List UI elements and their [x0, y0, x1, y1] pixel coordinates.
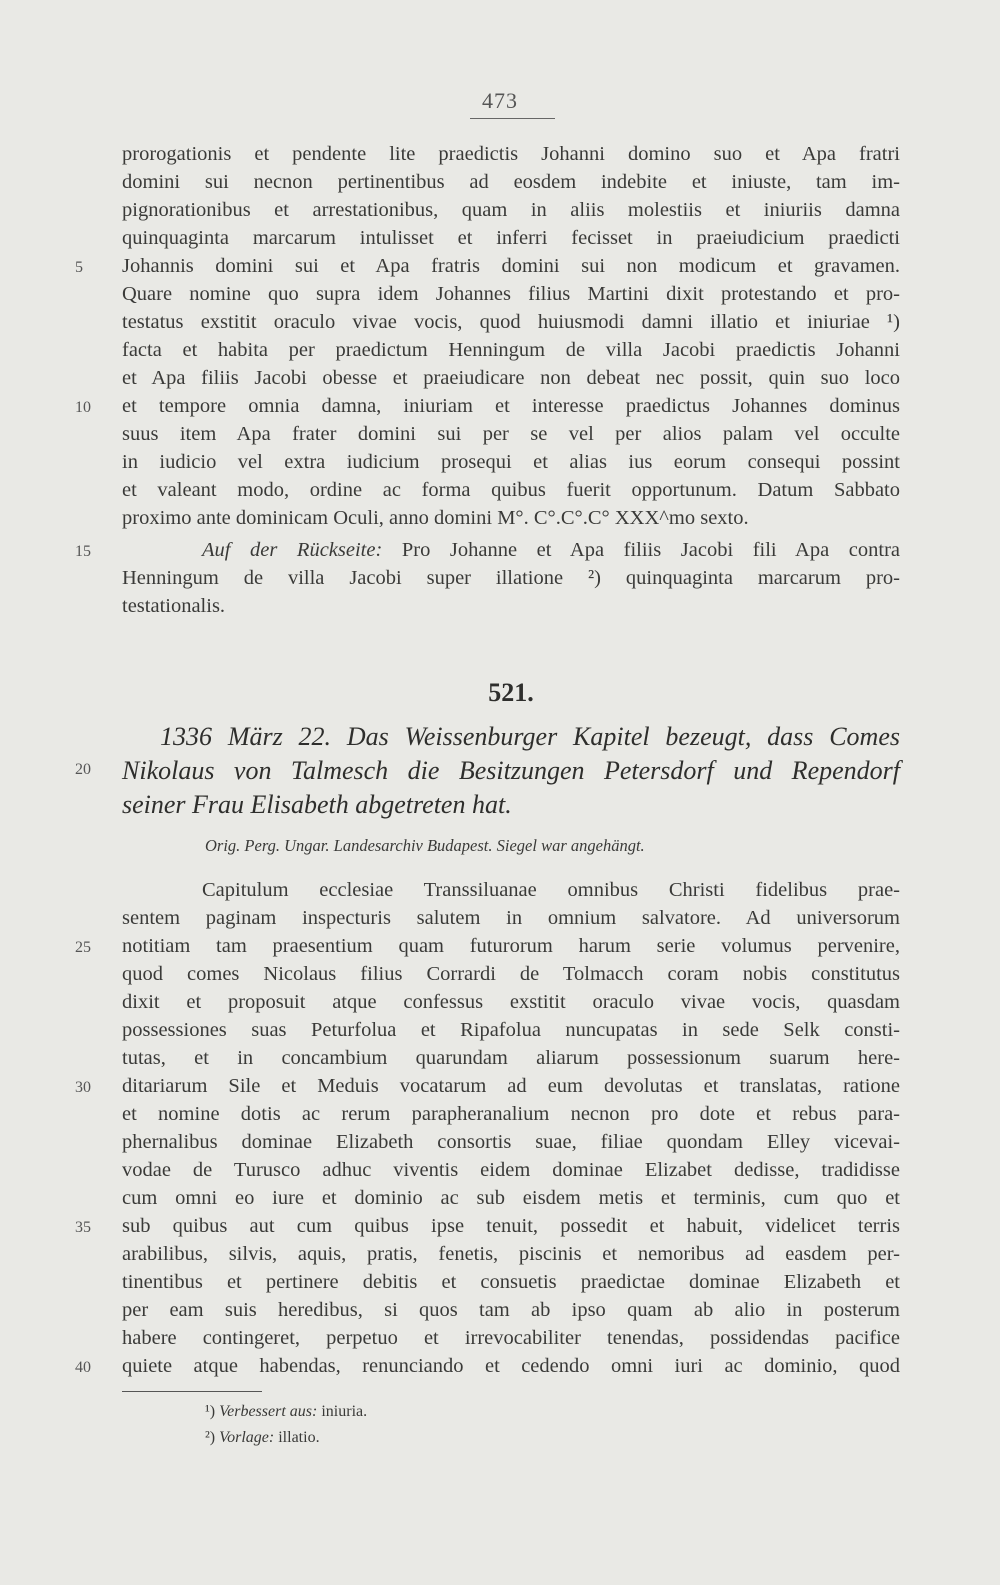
summary-line: Nikolaus von Talmesch die Besitzungen Petersdorf und Rependorf [122, 756, 900, 785]
body-line: tutas, et in concambium quarundam aliarum possessionum suarum here- [122, 1047, 900, 1069]
body-line: cum omni eo iure et dominio ac sub eisdem metis et terminis, cum quo et [122, 1187, 900, 1209]
body-line: et nomine dotis ac rerum parapheranalium necnon pro dote et rebus para- [122, 1103, 900, 1125]
line-number: 5 [75, 259, 83, 276]
body-line: arabilibus, silvis, aquis, pratis, fenetis, piscinis et nemoribus ad easdem per- [122, 1243, 900, 1265]
line-number: 15 [75, 543, 91, 560]
body-line: sentem paginam inspecturis salutem in omnium salvatore. Ad universorum [122, 907, 900, 929]
body-line: phernalibus dominae Elizabeth consortis suae, filiae quondam Elley vicevai- [122, 1131, 900, 1153]
body-line: possessiones suas Peturfolua et Ripafolua nuncupatas in sede Selk consti- [122, 1019, 900, 1041]
text-line: et Apa filiis Jacobi obesse et praeiudicare non debeat nec possit, quin suo loco [122, 367, 900, 389]
footnote-text: illatio. [278, 1429, 320, 1446]
verso-line [122, 536, 900, 564]
footnote-mark: ²) [205, 1429, 216, 1446]
body-line: quiete atque habendas, renunciando et cedendo omni iuri ac dominio, quod [122, 1355, 900, 1377]
page-number: 473 [482, 88, 518, 113]
text-line: in iudicio vel extra iudicium prosequi et alias ius eorum consequi possint [122, 451, 900, 473]
body-line: tinentibus et pertinere debitis et consuetis praedictae dominae Elizabeth et [122, 1271, 900, 1293]
line-number: 20 [75, 761, 91, 778]
text-line: pignorationibus et arrestationibus, quam in aliis molestiis et iniuriis damna [122, 199, 900, 221]
text-line: Quare nomine quo supra idem Johannes filius Martini dixit protestando et pro- [122, 283, 900, 305]
text-line: suus item Apa frater domini sui per se vel per alios palam vel occulte [122, 423, 900, 445]
footnote-label: Verbessert aus: [219, 1403, 318, 1420]
footnote-text: iniuria. [321, 1403, 368, 1420]
document-number: 521. [488, 678, 534, 707]
body-line: quod comes Nicolaus filius Corrardi de Tolmacch coram nobis constitutus [122, 963, 900, 985]
verso-text: Pro Johanne et Apa filiis Jacobi fili Apa contra [401, 539, 900, 561]
text-line: domini sui necnon pertinentibus ad eosdem indebite et iniuste, tam im- [122, 171, 900, 193]
verso-line: Henningum de villa Jacobi super illatione ²) quinquaginta marcarum pro- [122, 567, 900, 589]
footnote-mark: ¹) [205, 1403, 216, 1420]
text-line: et valeant modo, ordine ac forma quibus fuerit opportunum. Datum Sabbato [122, 479, 900, 501]
line-number: 40 [75, 1359, 91, 1376]
line-number: 35 [75, 1219, 91, 1236]
footnote [205, 1398, 605, 1426]
body-line: notitiam tam praesentium quam futurorum harum serie volumus pervenire, [122, 935, 900, 957]
line-number: 25 [75, 939, 91, 956]
footnote-rule [122, 1391, 262, 1392]
body-line: sub quibus aut cum quibus ipse tenuit, possedit et habuit, videlicet terris [122, 1215, 900, 1237]
verso-label: Auf der Rückseite: [202, 539, 383, 561]
text-line: prorogationis et pendente lite praedictis Johanni domino suo et Apa fratri [122, 143, 900, 165]
page-number-rule [470, 118, 555, 119]
text-line: testatus exstitit oraculo vivae vocis, quod huiusmodi damni illatio et iniuriae ¹) [122, 311, 900, 333]
text-line: facta et habita per praedictum Henningum de villa Jacobi praedictis Johanni [122, 339, 900, 361]
verso-line: testationalis. [122, 595, 226, 617]
footnote [205, 1424, 605, 1452]
footnote-label: Vorlage: [219, 1429, 275, 1446]
body-line: habere contingeret, perpetuo et irrevocabiliter tenendas, possidendas pacifice [122, 1327, 900, 1349]
body-line: vodae de Turusco adhuc viventis eidem dominae Elizabet dedisse, tradidisse [122, 1159, 900, 1181]
line-number: 30 [75, 1079, 91, 1096]
body-line: Capitulum ecclesiae Transsiluanae omnibus Christi fidelibus prae- [202, 879, 900, 901]
text-line: quinquaginta marcarum intulisset et inferri fecisset in praeiudicium praedicti [122, 227, 900, 249]
body-line: per eam suis heredibus, si quos tam ab ipso quam ab alio in posterum [122, 1299, 900, 1321]
body-line: dixit et proposuit atque confessus exstitit oraculo vivae vocis, quasdam [122, 991, 900, 1013]
summary-line: 1336 März 22. Das Weissenburger Kapitel bezeugt, dass Comes [160, 722, 900, 751]
summary-line: seiner Frau Elisabeth abgetreten hat. [122, 790, 512, 819]
text-line: Johannis domini sui et Apa fratris domini sui non modicum et gravamen. [122, 255, 900, 277]
body-line: ditariarum Sile et Meduis vocatarum ad eum devolutas et translatas, ratione [122, 1075, 900, 1097]
line-number: 10 [75, 399, 91, 416]
source-note: Orig. Perg. Ungar. Landesarchiv Budapest. Siegel war angehängt. [205, 836, 645, 855]
text-line: et tempore omnia damna, iniuriam et interesse praedictus Johannes dominus [122, 395, 900, 417]
text-line: proximo ante dominicam Oculi, anno domini M°. C°.C°.C° XXX^mo sexto. [122, 507, 749, 529]
